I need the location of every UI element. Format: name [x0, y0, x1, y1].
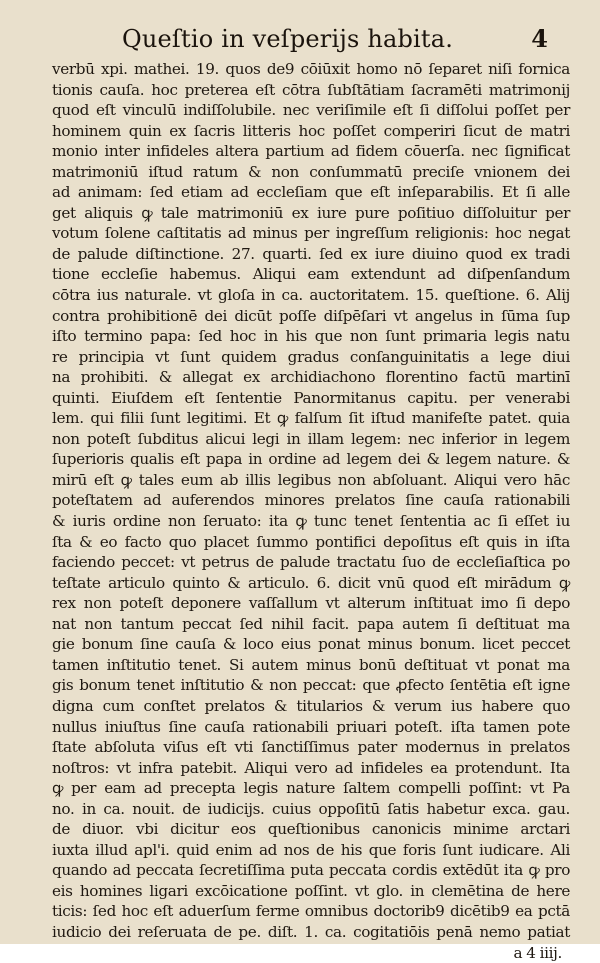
text-line: cōtra ius naturale. vt gloſa in ca. auctoritatem. 15. queſtione. 6. Alij — [52, 286, 570, 305]
text-line: ſta & eo facto quo placet ſummo pontifici depoſitus eſt quis in iſta — [52, 532, 570, 551]
text-line: lem. qui filii ſunt legitimi. Et ꝙ falſum ſit iſtud manifeſte patet. quia — [52, 409, 570, 428]
text-line: iſto termino papa: ſed hoc in his que non ſunt primaria legis natu — [52, 327, 570, 346]
text-line: re principia vt ſunt quidem gradus conſanguinitatis a lege diui — [52, 347, 570, 366]
text-line: ad animam: ſed etiam ad eccleſiam que eſt inſeparabilis. Et ſi alle — [52, 183, 570, 202]
text-line: nat non tantum peccat ſed nihil facit. papa autem ſi deſtituat ma — [52, 614, 570, 633]
text-line: na prohibiti. & allegat ex archidiachono florentino factū martinī — [52, 368, 570, 387]
text-line: ſtate abſoluta viſus eſt vti ſanctiſſimus pater modernus in prelatos — [52, 738, 570, 757]
text-line: quod eſt vinculū indiſſolubile. nec veriſimile eſt ſi diſſolui poſſet per — [52, 101, 570, 120]
text-line: poteſtatem ad auferendos minores prelatos ſine cauſa rationabili — [52, 491, 570, 510]
text-line: mirū eſt ꝙ tales eum ab illis legibus non abſoluant. Aliqui vero hāc — [52, 470, 570, 489]
text-line: iudicio dei reſeruata de pe. diſt. 1. ca. cogitatiōis penā nemo patiat — [52, 922, 570, 941]
text-line: gie bonum ſine cauſa & loco eius ponat minus bonum. licet peccet — [52, 635, 570, 654]
text-line: noſtros: vt infra patebit. Aliqui vero ad infideles ea protendunt. Ita — [52, 758, 570, 777]
text-line: contra prohibitionē dei dicūt poſſe diſpēſari vt angelus in ſūma ſup — [52, 306, 570, 325]
running-head-title: Queſtio in veſperijs habita. — [122, 25, 454, 53]
page-header — [0, 22, 600, 58]
text-line: tamen inſtitutio tenet. Si autem minus bonū deſtituat vt ponat ma — [52, 655, 570, 674]
text-line: no. in ca. nouit. de iudicijs. cuius oppoſitū ſatis habetur exca. gau. — [52, 799, 570, 818]
text-line: get aliquis ꝙ tale matrimoniū ex iure pure poſitiuo diſſoluitur per — [52, 203, 570, 222]
text-line: matrimoniū iſtud ratum & non conſummatū preciſe vnionem dei — [52, 162, 570, 181]
text-line: ticis: ſed hoc eſt aduerſum ferme omnibus doctorib9 dicētib9 ea pctā — [52, 902, 570, 921]
text-line: verbū xpi. mathei. 19. quos de9 cōiūxit homo nō ſeparet niſi fornica — [52, 60, 570, 78]
text-line: gis bonum tenet inſtitutio & non peccat: que ꝓfecto ſentētia eſt igne — [52, 676, 570, 695]
text-line: eis homines ligari excōicatione poſſint. vt glo. in clemētina de here — [52, 881, 570, 900]
text-line: iuxta illud apl'i. quid enim ad nos de his que foris ſunt iudicare. Ali — [52, 840, 570, 859]
text-line: tione eccleſie habemus. Aliqui eam extendunt ad diſpenſandum — [52, 265, 570, 284]
text-line: faciendo peccet: vt petrus de palude tractatu ſuo de eccleſiaſtica po — [52, 553, 570, 572]
text-line: teſtate articulo quinto & articulo. 6. dicit vnū quod eſt mirādum ꝙ — [52, 573, 570, 592]
text-line: ſuperioris qualis eſt papa in ordine ad legem dei & legem nature. & — [52, 450, 570, 469]
text-line: non poteſt ſubditus alicui legi in illam legem: nec inferior in legem — [52, 429, 570, 448]
text-line: tionis cauſa. hoc preterea eſt cōtra ſubſtātiam ſacramēti matrimonij — [52, 80, 570, 99]
text-line: quinti. Eiuſdem eſt ſententie Panormitanus capitu. per venerabi — [52, 388, 570, 407]
text-line: & iuris ordine non ſeruato: ita ꝙ tunc tenet ſententia ac ſi eſſet iu — [52, 512, 570, 531]
text-line: digna cum conſtet prelatos & titularios & verum ius habere quo — [52, 696, 570, 715]
signature-mark: a 4 iiij. — [513, 943, 562, 962]
text-line: monio inter infideles altera partium ad fidem cōuerſa. nec ſignificat — [52, 142, 570, 161]
text-line: quando ad peccata ſecretiſſima puta peccata cordis extēdūt ita ꝙ pro — [52, 861, 570, 880]
text-line: de palude diſtinctione. 27. quarti. ſed ex iure diuino quod ex tradi — [52, 244, 570, 263]
text-line: ꝙ per eam ad precepta legis nature ſaltem compelli poſſint: vt Pa — [52, 779, 570, 798]
text-line: hominem quin ex ſacris litteris hoc poſſet comperiri ſicut de matri — [52, 121, 570, 140]
text-line: rex non poteſt deponere vaſſallum vt alterum inſtituat imo ſi depo — [52, 594, 570, 613]
text-line: nullus iniuſtus ſine cauſa rationabili priuari poteſt. iſta tamen pote — [52, 717, 570, 736]
text-line: de diuor. vbi dicitur eos queſtionibus canonicis minime arctari — [52, 820, 570, 839]
page-number: 4 — [531, 24, 548, 53]
body-text — [52, 59, 570, 963]
text-line: votum ſolene caſtitatis ad minus per ingreſſum religionis: hoc negat — [52, 224, 570, 243]
